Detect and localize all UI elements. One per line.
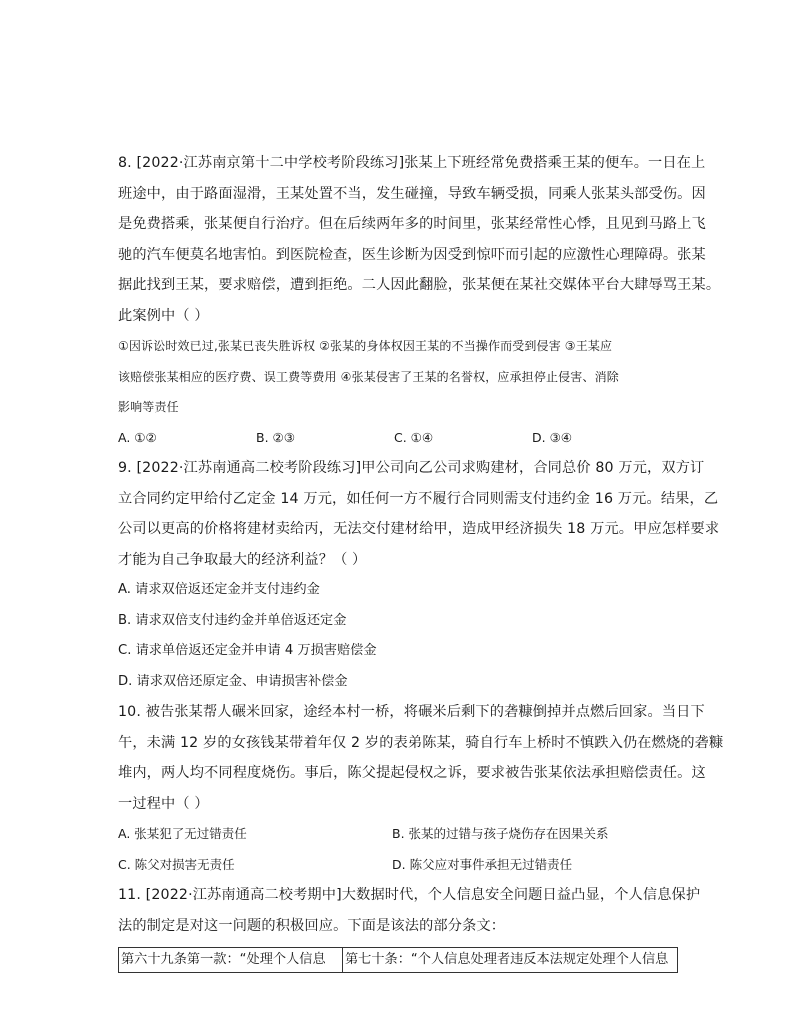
option-a[interactable]: A. ①② xyxy=(118,429,157,445)
question-text-line: 此案例中（ ） xyxy=(118,307,209,324)
question-text-line: 才能为自己争取最大的经济利益？（ ） xyxy=(118,551,367,568)
question-text-line: 堆内，两人均不同程度烧伤。事后，陈父提起侵权之诉，要求被告张某依法承担赔偿责任。这 xyxy=(118,765,706,781)
option-a[interactable]: A. 请求双倍返还定金并支付违约金 xyxy=(118,582,320,597)
option-c[interactable]: C. 陈父对损害无责任 xyxy=(118,856,235,872)
question-text-line: 9. [2022·江苏南通高二校考阶段练习]甲公司向乙公司求购建材，合同总价 80 万元，双方订 xyxy=(118,460,705,476)
question-text-line: 10. 被告张某帮人碾米回家，途经本村一桥，将碾米后剩下的砻糠倒掉并点燃后回家。当日下 xyxy=(118,704,705,720)
option-b[interactable]: B. 请求双倍支付违约金并单倍返还定金 xyxy=(118,612,347,628)
question-text-line: 班途中，由于路面湿滑，王某处置不当，发生碰撞，导致车辆受损，同乘人张某头部受伤。因 xyxy=(118,185,706,202)
article-69-cell: 第六十九条第一款：“处理个人信息 xyxy=(119,948,343,973)
question-text-line: 8. [2022·江苏南京第十二中学校考阶段练习]张某上下班经常免费搭乘王某的便车。一日在上 xyxy=(118,155,706,171)
question-text-line: 据此找到王某，要求赔偿，遭到拒绝。二人因此翻脸，张某便在某社交媒体平台大肆辱骂王某。 xyxy=(118,277,721,293)
statement-line: 该赔偿张某相应的医疗费、误工费等费用 ④张某侵害了王某的名誉权，应承担停止侵害、消除 xyxy=(118,369,619,384)
answer-options xyxy=(118,819,678,850)
question-10 xyxy=(118,697,724,880)
question-11 xyxy=(118,880,701,973)
question-text-line: 立合同约定甲给付乙定金 14 万元，如任何一方不履行合同则需支付违约金 16 万元。结果，乙 xyxy=(118,490,719,507)
question-text-line: 法的制定是对这一问题的积极回应。下面是该法的部分条文： xyxy=(118,917,506,934)
question-text-line: 午，未满 12 岁的女孩钱某带着年仅 2 岁的表弟陈某，骑自行车上桥时不慎跌入仍在燃烧的砻糠 xyxy=(118,734,724,751)
statement-line: ①因诉讼时效已过,张某已丧失胜诉权 ②张某的身体权因王某的不当操作而受到侵害 ③王某应 xyxy=(118,339,613,353)
question-text-line: 是免费搭乘，张某便自行治疗。但在后续两年多的时间里，张某经常性心悸，且见到马路上飞 xyxy=(118,216,706,232)
question-8 xyxy=(118,148,721,453)
answer-options xyxy=(118,423,678,454)
answer-options xyxy=(118,850,678,881)
article-70-cell: 第七十条：“个人信息处理者违反本法规定处理个人信息 xyxy=(343,948,678,973)
option-a[interactable]: A. 张某犯了无过错责任 xyxy=(118,826,247,841)
question-page xyxy=(118,148,724,973)
option-b[interactable]: B. ②③ xyxy=(256,429,295,445)
option-d[interactable]: D. 陈父应对事件承担无过错责任 xyxy=(392,856,573,872)
option-d[interactable]: D. 请求双倍还原定金、申请损害补偿金 xyxy=(118,673,348,689)
option-d[interactable]: D. ③④ xyxy=(532,429,572,445)
question-9 xyxy=(118,453,720,697)
statement-line: 影响等责任 xyxy=(118,400,179,414)
option-c[interactable]: C. 请求单倍返还定金并申请 4 万损害赔偿金 xyxy=(118,643,377,658)
question-text-line: 公司以更高的价格将建材卖给丙，无法交付建材给甲，造成甲经济损失 18 万元。甲应怎样要求 xyxy=(118,521,720,537)
option-c[interactable]: C. ①④ xyxy=(394,429,434,445)
question-text-line: 一过程中（ ） xyxy=(118,795,209,812)
option-b[interactable]: B. 张某的过错与孩子烧伤存在因果关系 xyxy=(392,826,609,841)
question-text-line: 驰的汽车便莫名地害怕。到医院检查，医生诊断为因受到惊吓而引起的应激性心理障碍。张某 xyxy=(118,246,706,263)
table-row xyxy=(119,948,678,973)
question-text-line: 11. [2022·江苏南通高二校考期中]大数据时代，个人信息安全问题日益凸显，个人信息保护 xyxy=(118,887,701,903)
law-articles-table xyxy=(118,947,678,973)
